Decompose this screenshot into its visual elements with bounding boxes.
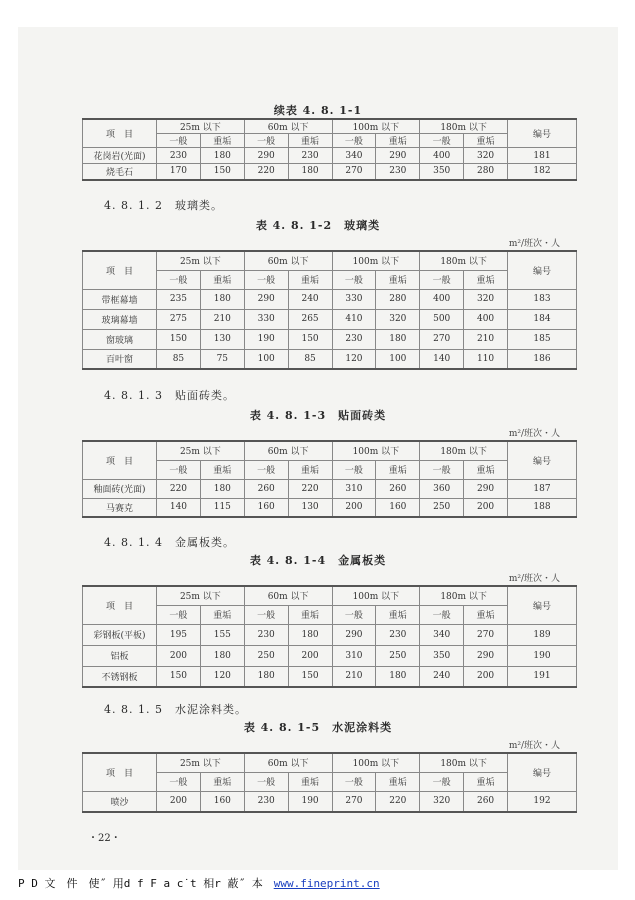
value-cell: 130 (288, 498, 332, 517)
table-row (83, 329, 577, 349)
subheader-cell: 一般 (420, 772, 464, 791)
header-row (83, 586, 577, 605)
subheader-cell: 重垢 (200, 772, 244, 791)
code-cell: 192 (508, 791, 577, 812)
subheader-cell: 重垢 (200, 134, 244, 148)
value-cell: 180 (200, 148, 244, 164)
height-group-header: 100m 以下 (332, 753, 420, 772)
height-group-header: 180m 以下 (420, 251, 508, 270)
data-table (82, 118, 577, 181)
value-cell: 320 (464, 289, 508, 309)
value-cell: 220 (244, 164, 288, 180)
table-title: 表 4. 8. 1-4 金属板类 (249, 554, 387, 567)
height-group-header: 100m 以下 (332, 586, 420, 605)
table-row (83, 309, 577, 329)
value-cell: 180 (288, 164, 332, 180)
value-cell: 290 (376, 148, 420, 164)
value-cell: 160 (376, 498, 420, 517)
value-cell: 340 (420, 624, 464, 645)
section-heading: 4. 8. 1. 4 金属板类。 (104, 536, 235, 549)
value-cell: 290 (464, 645, 508, 666)
code-header-cell: 编号 (508, 251, 577, 289)
value-cell: 160 (200, 791, 244, 812)
value-cell: 200 (464, 498, 508, 517)
value-cell: 180 (244, 666, 288, 687)
value-cell: 290 (332, 624, 376, 645)
value-cell: 275 (157, 309, 201, 329)
code-header-cell: 编号 (508, 753, 577, 791)
code-cell: 182 (508, 164, 577, 180)
row-name-cell: 喷沙 (83, 791, 157, 812)
value-cell: 200 (157, 791, 201, 812)
subheader-row (83, 134, 577, 148)
row-name-cell: 马赛克 (83, 498, 157, 517)
subheader-row (83, 460, 577, 479)
subheader-row (83, 772, 577, 791)
data-table (82, 585, 577, 688)
table-row (83, 624, 577, 645)
code-header-cell: 编号 (508, 586, 577, 624)
value-cell: 220 (376, 791, 420, 812)
table-title: 表 4. 8. 1-5 水泥涂料类 (243, 721, 393, 734)
header-item-cell: 项 目 (83, 251, 157, 289)
code-cell: 191 (508, 666, 577, 687)
unit-label: m²/班次・人 (508, 741, 560, 751)
value-cell: 210 (332, 666, 376, 687)
table-title: 表 4. 8. 1-3 贴面砖类 (249, 409, 387, 422)
footer-link[interactable]: www.fineprint.cn (273, 877, 380, 890)
height-group-header: 25m 以下 (157, 441, 245, 460)
footer-text: P D 文 件 使˝ 用d f F a c˙t 相r 蔽˝ 本 (18, 877, 274, 890)
value-cell: 235 (157, 289, 201, 309)
subheader-cell: 一般 (420, 134, 464, 148)
row-name-cell: 花岗岩(光面) (83, 148, 157, 164)
subheader-cell: 一般 (332, 134, 376, 148)
value-cell: 150 (157, 329, 201, 349)
subheader-cell: 重垢 (200, 270, 244, 289)
subheader-cell: 一般 (157, 270, 201, 289)
value-cell: 180 (376, 329, 420, 349)
height-group-header: 60m 以下 (244, 441, 332, 460)
height-group-header: 100m 以下 (332, 441, 420, 460)
height-group-header: 25m 以下 (157, 586, 245, 605)
code-cell: 184 (508, 309, 577, 329)
value-cell: 140 (157, 498, 201, 517)
value-cell: 290 (244, 148, 288, 164)
height-group-header: 180m 以下 (420, 586, 508, 605)
row-name-cell: 不锈钢板 (83, 666, 157, 687)
data-table (82, 440, 577, 518)
value-cell: 410 (332, 309, 376, 329)
data-table (82, 250, 577, 370)
value-cell: 195 (157, 624, 201, 645)
value-cell: 230 (376, 624, 420, 645)
subheader-cell: 一般 (244, 270, 288, 289)
row-name-cell: 铝板 (83, 645, 157, 666)
header-item-cell: 项 目 (83, 119, 157, 148)
value-cell: 210 (200, 309, 244, 329)
value-cell: 270 (332, 791, 376, 812)
value-cell: 180 (200, 645, 244, 666)
value-cell: 180 (288, 624, 332, 645)
height-group-header: 180m 以下 (420, 119, 508, 134)
row-name-cell: 百叶窗 (83, 349, 157, 369)
unit-label: m²/班次・人 (508, 574, 560, 584)
row-name-cell: 烧毛石 (83, 164, 157, 180)
value-cell: 250 (420, 498, 464, 517)
subheader-cell: 一般 (157, 460, 201, 479)
code-cell: 187 (508, 479, 577, 498)
subheader-cell: 重垢 (288, 270, 332, 289)
value-cell: 150 (288, 666, 332, 687)
table-row (83, 645, 577, 666)
value-cell: 200 (288, 645, 332, 666)
subheader-cell: 重垢 (464, 772, 508, 791)
subheader-cell: 一般 (420, 270, 464, 289)
value-cell: 280 (376, 289, 420, 309)
code-cell: 183 (508, 289, 577, 309)
table-row (83, 148, 577, 164)
table-row (83, 791, 577, 812)
value-cell: 230 (288, 148, 332, 164)
table-row (83, 479, 577, 498)
height-group-header: 100m 以下 (332, 251, 420, 270)
value-cell: 85 (157, 349, 201, 369)
subheader-cell: 重垢 (376, 134, 420, 148)
table-row (83, 164, 577, 180)
value-cell: 310 (332, 479, 376, 498)
subheader-cell: 一般 (244, 134, 288, 148)
value-cell: 350 (420, 645, 464, 666)
value-cell: 260 (376, 479, 420, 498)
header-row (83, 753, 577, 772)
header-item-cell: 项 目 (83, 586, 157, 624)
value-cell: 200 (332, 498, 376, 517)
subheader-cell: 重垢 (288, 605, 332, 624)
height-group-header: 180m 以下 (420, 441, 508, 460)
subheader-cell: 重垢 (376, 460, 420, 479)
subheader-cell: 一般 (244, 605, 288, 624)
height-group-header: 25m 以下 (157, 251, 245, 270)
value-cell: 320 (376, 309, 420, 329)
height-group-header: 60m 以下 (244, 119, 332, 134)
subheader-cell: 一般 (157, 134, 201, 148)
value-cell: 270 (420, 329, 464, 349)
row-name-cell: 釉面砖(光面) (83, 479, 157, 498)
value-cell: 400 (420, 289, 464, 309)
value-cell: 100 (376, 349, 420, 369)
table-row (83, 666, 577, 687)
value-cell: 320 (420, 791, 464, 812)
value-cell: 350 (420, 164, 464, 180)
value-cell: 210 (464, 329, 508, 349)
value-cell: 230 (157, 148, 201, 164)
header-item-cell: 项 目 (83, 441, 157, 479)
code-header-cell: 编号 (508, 441, 577, 479)
value-cell: 115 (200, 498, 244, 517)
code-cell: 188 (508, 498, 577, 517)
subheader-cell: 重垢 (376, 270, 420, 289)
height-group-header: 180m 以下 (420, 753, 508, 772)
height-group-header: 60m 以下 (244, 753, 332, 772)
section-heading: 4. 8. 1. 2 玻璃类。 (104, 199, 223, 212)
subheader-cell: 一般 (244, 460, 288, 479)
value-cell: 500 (420, 309, 464, 329)
subheader-cell: 一般 (332, 460, 376, 479)
value-cell: 360 (420, 479, 464, 498)
value-cell: 180 (200, 479, 244, 498)
value-cell: 220 (157, 479, 201, 498)
code-cell: 190 (508, 645, 577, 666)
unit-label: m²/班次・人 (508, 429, 560, 439)
value-cell: 140 (420, 349, 464, 369)
value-cell: 130 (200, 329, 244, 349)
value-cell: 400 (464, 309, 508, 329)
code-cell: 189 (508, 624, 577, 645)
data-table (82, 752, 577, 813)
value-cell: 330 (244, 309, 288, 329)
subheader-cell: 一般 (420, 605, 464, 624)
header-item-cell: 项 目 (83, 753, 157, 791)
value-cell: 170 (157, 164, 201, 180)
subheader-cell: 一般 (244, 772, 288, 791)
value-cell: 240 (420, 666, 464, 687)
subheader-cell: 重垢 (376, 772, 420, 791)
value-cell: 200 (157, 645, 201, 666)
value-cell: 290 (244, 289, 288, 309)
value-cell: 270 (464, 624, 508, 645)
value-cell: 85 (288, 349, 332, 369)
unit-label: m²/班次・人 (508, 239, 560, 249)
subheader-cell: 重垢 (288, 772, 332, 791)
subheader-row (83, 605, 577, 624)
pdf-footer (18, 875, 380, 891)
table-row (83, 498, 577, 517)
value-cell: 190 (288, 791, 332, 812)
value-cell: 230 (332, 329, 376, 349)
subheader-row (83, 270, 577, 289)
value-cell: 230 (376, 164, 420, 180)
subheader-cell: 一般 (420, 460, 464, 479)
value-cell: 180 (200, 289, 244, 309)
subheader-cell: 重垢 (464, 605, 508, 624)
row-name-cell: 窗玻璃 (83, 329, 157, 349)
subheader-cell: 重垢 (288, 134, 332, 148)
value-cell: 190 (244, 329, 288, 349)
header-row (83, 251, 577, 270)
subheader-cell: 重垢 (464, 460, 508, 479)
subheader-cell: 重垢 (200, 605, 244, 624)
value-cell: 250 (244, 645, 288, 666)
header-row (83, 441, 577, 460)
subheader-cell: 重垢 (376, 605, 420, 624)
value-cell: 180 (376, 666, 420, 687)
row-name-cell: 彩钢板(平板) (83, 624, 157, 645)
table-title: 续表 4. 8. 1-1 (273, 104, 363, 117)
row-name-cell: 带框幕墙 (83, 289, 157, 309)
subheader-cell: 重垢 (464, 134, 508, 148)
value-cell: 155 (200, 624, 244, 645)
value-cell: 200 (464, 666, 508, 687)
value-cell: 150 (200, 164, 244, 180)
value-cell: 110 (464, 349, 508, 369)
code-cell: 185 (508, 329, 577, 349)
value-cell: 330 (332, 289, 376, 309)
value-cell: 230 (244, 624, 288, 645)
height-group-header: 25m 以下 (157, 119, 245, 134)
subheader-cell: 重垢 (200, 460, 244, 479)
value-cell: 260 (464, 791, 508, 812)
document-page (18, 27, 618, 870)
value-cell: 220 (288, 479, 332, 498)
code-cell: 181 (508, 148, 577, 164)
value-cell: 290 (464, 479, 508, 498)
value-cell: 250 (376, 645, 420, 666)
value-cell: 320 (464, 148, 508, 164)
section-heading: 4. 8. 1. 5 水泥涂料类。 (104, 703, 247, 716)
page-number: ・22・ (88, 833, 121, 844)
height-group-header: 25m 以下 (157, 753, 245, 772)
value-cell: 160 (244, 498, 288, 517)
subheader-cell: 一般 (332, 772, 376, 791)
value-cell: 240 (288, 289, 332, 309)
value-cell: 265 (288, 309, 332, 329)
value-cell: 270 (332, 164, 376, 180)
table-title: 表 4. 8. 1-2 玻璃类 (255, 219, 381, 232)
table-row (83, 349, 577, 369)
subheader-cell: 重垢 (288, 460, 332, 479)
row-name-cell: 玻璃幕墙 (83, 309, 157, 329)
height-group-header: 100m 以下 (332, 119, 420, 134)
value-cell: 400 (420, 148, 464, 164)
subheader-cell: 重垢 (464, 270, 508, 289)
code-header-cell: 编号 (508, 119, 577, 148)
value-cell: 120 (332, 349, 376, 369)
value-cell: 75 (200, 349, 244, 369)
subheader-cell: 一般 (332, 605, 376, 624)
value-cell: 340 (332, 148, 376, 164)
header-row (83, 119, 577, 134)
subheader-cell: 一般 (157, 605, 201, 624)
value-cell: 310 (332, 645, 376, 666)
value-cell: 150 (157, 666, 201, 687)
subheader-cell: 一般 (332, 270, 376, 289)
height-group-header: 60m 以下 (244, 586, 332, 605)
value-cell: 230 (244, 791, 288, 812)
value-cell: 100 (244, 349, 288, 369)
value-cell: 120 (200, 666, 244, 687)
table-row (83, 289, 577, 309)
code-cell: 186 (508, 349, 577, 369)
value-cell: 150 (288, 329, 332, 349)
value-cell: 260 (244, 479, 288, 498)
height-group-header: 60m 以下 (244, 251, 332, 270)
value-cell: 280 (464, 164, 508, 180)
section-heading: 4. 8. 1. 3 贴面砖类。 (104, 389, 235, 402)
subheader-cell: 一般 (157, 772, 201, 791)
